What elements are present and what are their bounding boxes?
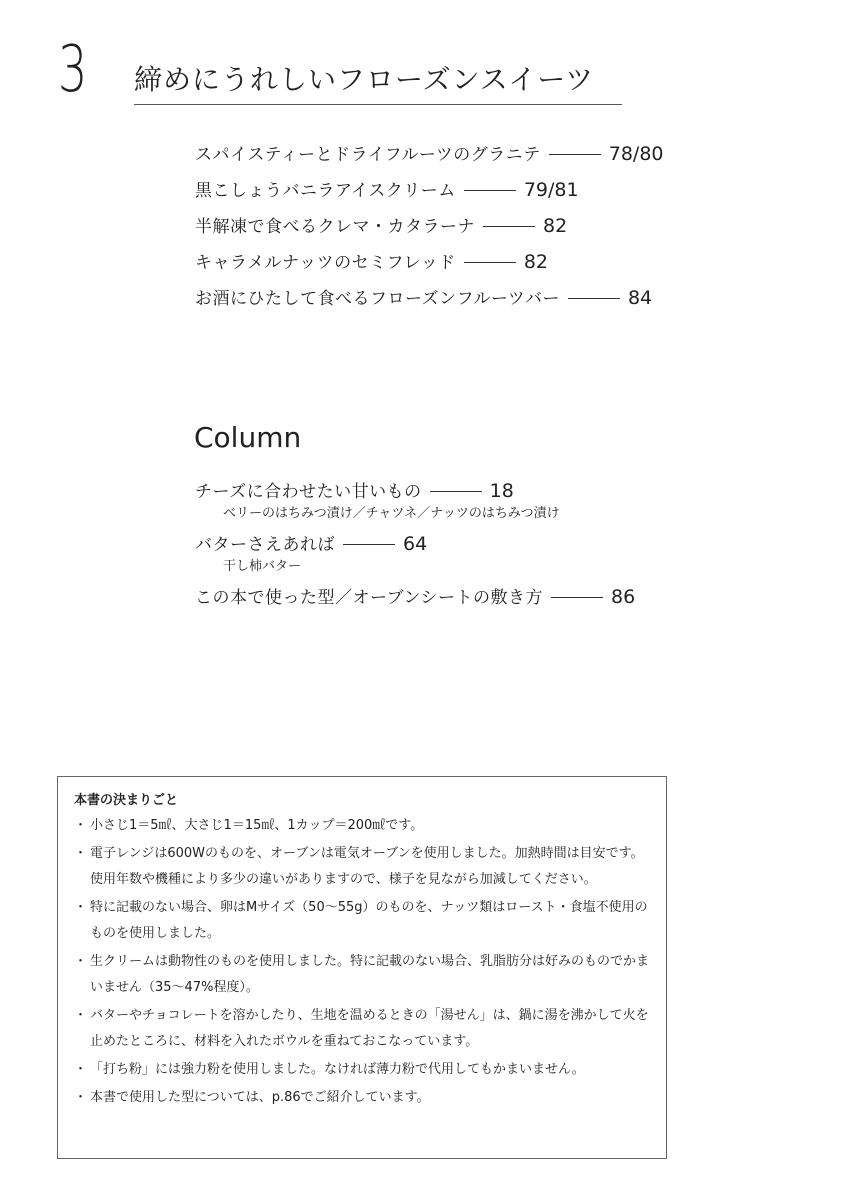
leader-line [551, 597, 603, 598]
column-list [195, 479, 635, 618]
column-heading: Column [194, 421, 302, 454]
rule-item [74, 895, 652, 947]
chapter-number: 3 [58, 33, 88, 107]
column-entry-page: 86 [611, 586, 636, 608]
column-entry-subtitle: 干し柿バター [223, 559, 302, 574]
column-entry-page: 64 [403, 533, 428, 555]
rule-text: 特に記載のない場合、卵はMサイズ（50～55g）のものを、ナッツ類はロースト・食塩不使用のものを使用しました。 [90, 900, 648, 941]
bullet-icon: ・ [74, 846, 88, 861]
rule-text: バターやチョコレートを溶かしたり、生地を温めるときの「湯せん」は、鍋に湯を沸かして火を止めたところに、材料を入れたボウルを重ねておこなっています。 [90, 1008, 649, 1049]
bullet-icon: ・ [74, 1090, 88, 1105]
rule-text: 小さじ1＝5㎖、大さじ1＝15㎖、1カップ＝200㎖です。 [90, 818, 424, 833]
toc-entry-title: スパイスティーとドライフルーツのグラニテ [195, 145, 541, 165]
bullet-icon: ・ [74, 1008, 88, 1023]
leader-line [483, 226, 535, 227]
rules-list [74, 813, 652, 1111]
rule-item [74, 949, 652, 1001]
toc-entry[interactable] [195, 250, 664, 274]
toc-entry-title: お酒にひたして食べるフローズンフルーツバー [195, 289, 560, 309]
column-entry-title: バターさえあれば [195, 535, 335, 555]
toc-list [195, 142, 664, 322]
toc-entry[interactable] [195, 286, 664, 310]
rule-item [74, 1085, 652, 1111]
leader-line [343, 544, 395, 545]
toc-entry-page: 82 [543, 215, 568, 237]
column-entry[interactable] [195, 532, 635, 577]
rules-heading: 本書の決まりごと [74, 793, 179, 808]
toc-entry-page: 79/81 [523, 179, 579, 201]
toc-entry-title: 黒こしょうバニラアイスクリーム [195, 181, 456, 201]
rules-box [57, 776, 667, 1159]
rule-text: 「打ち粉」には強力粉を使用しました。なければ薄力粉で代用してもかまいません。 [90, 1062, 585, 1077]
bullet-icon: ・ [74, 900, 88, 915]
column-entry-page: 18 [489, 480, 514, 502]
leader-line [430, 491, 482, 492]
leader-line [549, 154, 601, 155]
leader-line [464, 190, 516, 191]
chapter-title: 締めにうれしいフローズンスイーツ [134, 62, 622, 105]
toc-entry-page: 84 [627, 287, 653, 309]
column-entry-title: チーズに合わせたい甘いもの [195, 482, 422, 502]
bullet-icon: ・ [74, 1062, 88, 1077]
column-entry-subtitle: ベリーのはちみつ漬け／チャツネ／ナッツのはちみつ漬け [223, 506, 560, 521]
toc-entry[interactable] [195, 214, 664, 238]
rule-text: 本書で使用した型については、p.86でご紹介しています。 [90, 1090, 430, 1105]
rule-item [74, 813, 652, 839]
column-entry[interactable] [195, 479, 635, 524]
toc-entry-page: 82 [523, 251, 548, 273]
rule-item [74, 841, 652, 893]
toc-entry[interactable] [195, 178, 664, 202]
column-entry-title: この本で使った型／オーブンシートの敷き方 [195, 588, 544, 608]
leader-line [568, 298, 620, 299]
rule-text: 生クリームは動物性のものを使用しました。特に記載のない場合、乳脂肪分は好みのものでかまいません（35～47%程度）。 [90, 954, 650, 995]
toc-entry[interactable] [195, 142, 664, 166]
rule-text: 電子レンジは600Wのものを、オーブンは電気オーブンを使用しました。加熱時間は目安です。使用年数や機種により多少の違いがありますので、様子を見ながら加減してください。 [90, 846, 644, 887]
bullet-icon: ・ [74, 954, 88, 969]
toc-entry-title: キャラメルナッツのセミフレッド [195, 253, 456, 273]
column-entry[interactable] [195, 585, 635, 610]
toc-entry-page: 78/80 [608, 143, 664, 165]
rule-item [74, 1003, 652, 1055]
rule-item [74, 1057, 652, 1083]
bullet-icon: ・ [74, 818, 88, 833]
leader-line [464, 262, 516, 263]
toc-entry-title: 半解凍で食べるクレマ・カタラーナ [195, 217, 475, 237]
